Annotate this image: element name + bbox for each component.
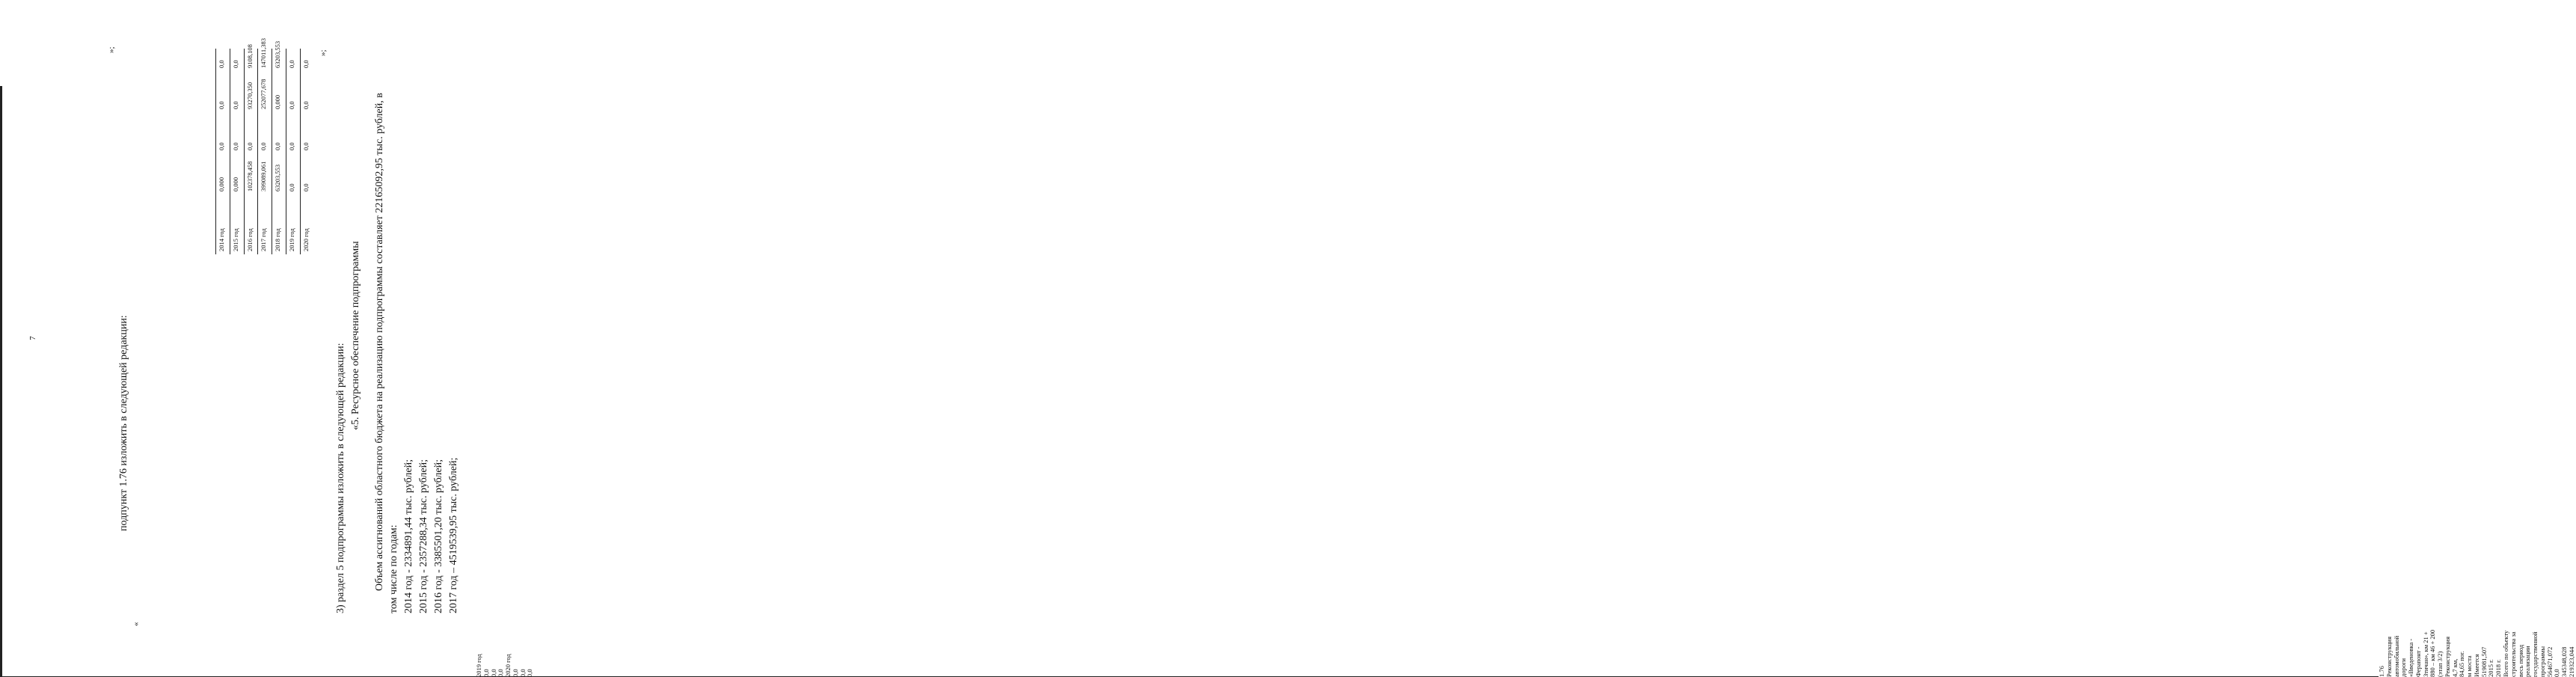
- table-cell: 399089,061: [260, 161, 268, 192]
- work-type: Реконструкция: [2443, 636, 2451, 677]
- paragraph-1-76: подпункт 1.76 изложить в следующей редакции:: [118, 315, 129, 531]
- table-cell: 102378,458: [245, 161, 254, 192]
- table-cell: 252077,678: [260, 79, 268, 109]
- total-label: Всего по объекту строительства за весь период реализации государственной программы: [2502, 630, 2546, 677]
- open-quote: «: [132, 622, 141, 626]
- table-border: [300, 49, 301, 254]
- table-border: [215, 49, 216, 254]
- table-cell: 0,0: [231, 101, 239, 109]
- total-value: 345348,028: [2560, 646, 2569, 677]
- table-cell: 147011,383: [260, 37, 268, 68]
- end-year: 2018 г.: [2494, 659, 2503, 677]
- table-cell: 0,0: [511, 669, 519, 677]
- object-name: Реконструкция автомобильной дороги «Введеновка - Ферапонт - Зтичан», км 21 + 880 – км 46 + 200 (этап 3/2): [2385, 629, 2444, 677]
- table-cell: 0,0: [526, 669, 534, 677]
- table-cell: 0,000: [218, 177, 225, 192]
- table-cell: 0,0: [218, 60, 225, 68]
- table-cell: 0,0: [301, 101, 310, 109]
- section-5-body: Объем ассигнований областного бюджета на реализацию подпрограммы составляет 22165092,95 тыс. рублей, в: [374, 93, 385, 591]
- year-label: 2019 год: [475, 654, 482, 677]
- section-5-body: том числе по годам:: [388, 524, 399, 613]
- table-cell: 0,0: [489, 669, 497, 677]
- table-border: [257, 49, 258, 254]
- table-cell: 0,0: [260, 142, 268, 150]
- section-5-year-line: 2017 год – 4519539,95 тыс. рублей;: [448, 457, 459, 613]
- table-cell: 9108,108: [245, 44, 254, 68]
- total-value: 0,0: [2553, 669, 2561, 677]
- cost: 519081,507: [2480, 646, 2488, 677]
- table-cell: 0,0: [245, 142, 254, 150]
- closing-mark: »;: [319, 49, 328, 56]
- total-value: 564671,072: [2545, 646, 2554, 677]
- table-cell: 0,0: [218, 101, 225, 109]
- table-cell: 0,0: [482, 669, 490, 677]
- table-cell: 63203,553: [274, 40, 282, 68]
- table-cell: 0,0: [231, 60, 239, 68]
- row-number: 1.76: [2378, 666, 2385, 677]
- table-cell: 0,0: [231, 142, 239, 150]
- year-label: 2016 год: [245, 228, 254, 251]
- section-5-intro: 3) раздел 5 подпрограммы изложить в следующей редакции:: [335, 343, 346, 613]
- page-number: 7: [28, 336, 37, 340]
- table-cell: 0,0: [218, 142, 225, 150]
- year-label: 2017 год: [260, 228, 268, 251]
- year-label: 2014 год: [218, 228, 225, 251]
- table-cell: 0,000: [274, 94, 282, 109]
- capacity: 4,7 км, 84,65 пог. м моста: [2450, 651, 2474, 677]
- table-cell: 93270,350: [245, 82, 254, 109]
- year-label: 2020 год: [301, 228, 310, 251]
- section-5-year-line: 2015 год - 2357288,34 тыс. рублей;: [418, 459, 429, 613]
- table-cell: 0,0: [288, 142, 295, 150]
- table-cell: 0,0: [288, 101, 295, 109]
- table-cell: 0,0: [301, 183, 310, 192]
- row-176-table: [0, 86, 2576, 677]
- table-cell: 0,0: [497, 669, 505, 677]
- table-cell: 0,0: [301, 60, 310, 68]
- start-year: 2015 г.: [2487, 659, 2495, 677]
- table-cell: 0,0: [288, 60, 295, 68]
- table-cell: 0,0: [518, 669, 527, 677]
- year-label: 2020 год: [504, 654, 512, 677]
- table-cell: 0,0: [274, 142, 282, 150]
- year-label: 2019 год: [288, 228, 295, 251]
- table-cell: 0,000: [231, 177, 239, 192]
- year-label: 2018 год: [274, 228, 282, 251]
- table-cell: 63203,553: [274, 164, 282, 192]
- table-border: [244, 49, 245, 254]
- year-label: 2015 год: [231, 228, 239, 251]
- total-value: 219323,044: [2567, 646, 2575, 677]
- section-5-year-line: 2014 год - 2334891,44 тыс. рублей;: [403, 459, 414, 613]
- closing-mark: »;: [107, 46, 116, 53]
- table-cell: 0,0: [288, 183, 295, 192]
- table-cell: 0,0: [301, 142, 310, 150]
- section-5-heading: «5. Ресурсное обеспечение подпрограммы: [350, 241, 361, 430]
- status: Имеется: [2472, 654, 2480, 677]
- section-5-year-line: 2016 год - 3385501,20 тыс. рублей;: [433, 459, 444, 613]
